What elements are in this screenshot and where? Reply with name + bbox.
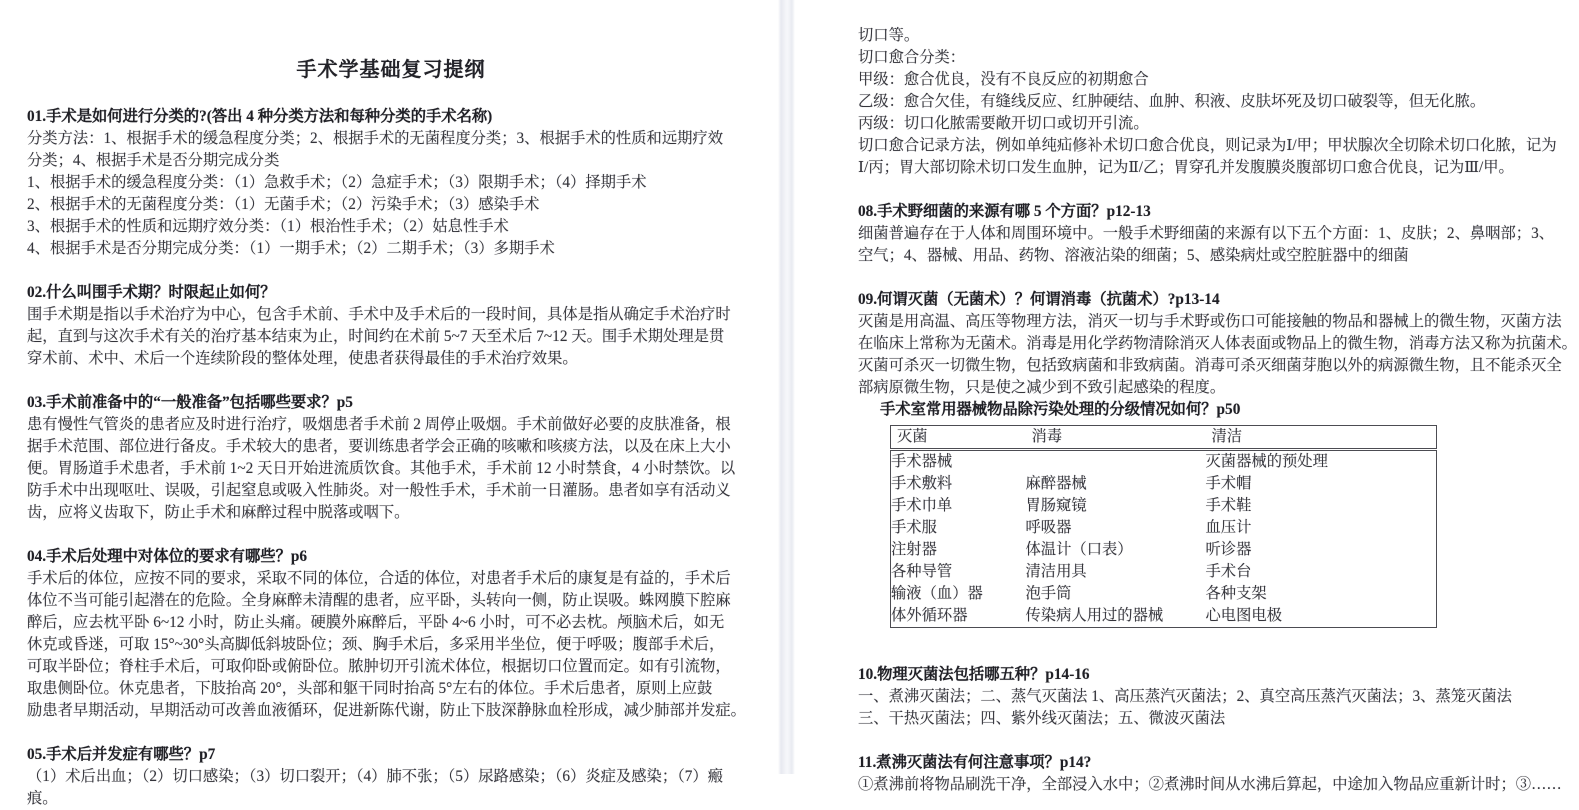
right-page-sections (858, 201, 1577, 399)
text-line: 在临床上常称为无菌术。消毒是用化学药物清除消灭人体表面或物品上的微生物，消毒方法又称为抗菌术。 (858, 335, 1577, 352)
text-line: 便。胃肠道手术患者，手术前 1~2 天日开始进流质饮食。其他手术，手术前 12 小时禁食，4 小时禁饮。以 (27, 460, 736, 477)
text-line: 切口愈合分类： (858, 49, 966, 66)
text-line: 4、根据手术是否分期完成分类：（1）一期手术；（2）二期手术；（3）多期手术 (27, 240, 555, 257)
section-body (27, 128, 755, 260)
section-heading: 08.手术野细菌的来源有哪 5 个方面？p12-13 (858, 203, 1151, 220)
text-line: 休克或昏迷，可取 15°~30°头高脚低斜坡卧位；颈、胸手术后，多采用半坐位，便于呼吸；腹部手术后， (27, 636, 725, 653)
qa-section (27, 106, 755, 260)
table-cell: 血压计 (1205, 519, 1252, 536)
table-cell: 手术鞋 (1205, 497, 1252, 514)
page-gutter (778, 0, 795, 774)
table-cell: 泡手筒 (1025, 585, 1072, 602)
page-left (0, 0, 778, 807)
table-cell: 传染病人用过的器械 (1025, 607, 1164, 624)
table-row (891, 450, 1437, 474)
table-row (891, 495, 1437, 517)
text-line: 3、根据手术的性质和远期疗效分类：（1）根治性手术；（2）姑息性手术 (27, 218, 509, 235)
text-line: 围手术期是指以手术治疗为中心，包含手术前、手术中及手术后的一段时间，具体是指从确定手术治疗时 (27, 306, 731, 323)
table-cell: 手术台 (1205, 563, 1252, 580)
qa-section (858, 752, 1569, 774)
section-heading: 01.手术是如何进行分类的?(答出 4 种分类方法和每种分类的手术名称) (27, 108, 493, 125)
table-title: 手术室常用器械物品除污染处理的分级情况如何？p50 (880, 401, 1241, 418)
section-body (27, 568, 755, 722)
table-cell (1026, 450, 1206, 474)
wound-healing-paragraph (858, 25, 1569, 179)
text-line: 丙级：切口化脓需要敞开切口或切开引流。 (858, 115, 1149, 132)
table-cell: 各种支架 (1205, 585, 1267, 602)
table-header-cell: 灭菌 (891, 426, 1026, 450)
table-cell: 手术服 (891, 519, 937, 536)
text-line: （1）术后出血；（2）切口感染；（3）切口裂开；（4）肺不张；（5）尿路感染；（6）炎症及感染；（7）瘢 (27, 768, 724, 785)
right-page-sections-after-table (858, 664, 1569, 774)
section-heading: 10.物理灭菌法包括哪五种？p14-16 (858, 666, 1090, 683)
table-cell: 手术巾单 (891, 497, 953, 514)
qa-section (858, 201, 1569, 267)
table-row (891, 473, 1437, 495)
left-page-sections (27, 106, 755, 788)
table-cell: 麻醉器械 (1025, 475, 1087, 492)
qa-section (27, 546, 755, 722)
page-right (795, 0, 1579, 793)
qa-section (858, 289, 1577, 399)
text-line: 励患者早期活动，早期活动可改善血液循环，促进新陈代谢，防止下肢深静脉血栓形成，减少肺部并发症。 (27, 702, 746, 719)
qa-section (858, 664, 1569, 730)
table-row (891, 583, 1437, 605)
qa-section (27, 744, 755, 788)
qa-section (27, 392, 755, 524)
table-cell: 灭菌器械的预处理 (1205, 453, 1328, 470)
section-heading: 04.手术后处理中对体位的要求有哪些？p6 (27, 548, 308, 565)
text-line: 灭菌是用高温、高压等物理方法，消灭一切与手术野或伤口可能接触的物品和器械上的微生物，灭菌方法 (858, 313, 1562, 330)
text-line: 空气；4、器械、用品、药物、溶液沾染的细菌；5、感染病灶或空腔脏器中的细菌 (858, 247, 1409, 264)
text-line: 切口愈合记录方法，例如单纯疝修补术切口愈合优良，则记录为Ⅰ/甲；甲状腺次全切除术切口化脓，记为 (858, 137, 1557, 154)
text-line: 可取半卧位；脊柱手术后，可取仰卧或俯卧位。脓肿切开引流术体位，根据切口位置而定。如有引流物， (27, 658, 731, 675)
text-line: 乙级：愈合欠佳，有缝线反应、红肿硬结、血肿、积液、皮肤坏死及切口破裂等，但无化脓。 (858, 93, 1486, 110)
clipped-text-line: ①煮沸前将物品刷洗干净，全部浸入水中；②煮沸时间从水沸后算起，中途加入物品应重新计时；③…… (858, 776, 1562, 793)
section-body (27, 414, 755, 524)
section-heading: 02.什么叫围手术期？时限起止如何？ (27, 284, 276, 301)
table-cell: 胃肠窥镜 (1025, 497, 1087, 514)
table-cell: 听诊器 (1205, 541, 1252, 558)
clipped-text-line: 痕。 (27, 790, 58, 807)
table-cell: 手术器械 (891, 453, 953, 470)
text-line: 2、根据手术的无菌程度分类：（1）无菌手术；（2）污染手术；（3）感染手术 (27, 196, 540, 213)
table-cell: 心电图电极 (1205, 607, 1282, 624)
document-title: 手术学基础复习提纲 (296, 59, 486, 81)
table-row (891, 517, 1437, 539)
text-line: 齿，应将义齿取下，防止手术和麻醉过程中脱落或咽下。 (27, 504, 410, 521)
table-cell: 清洁用具 (1025, 563, 1087, 580)
table-cell: 体外循环器 (891, 607, 968, 624)
text-line: 据手术范围、部位进行备皮。手术较大的患者，要训练患者学会正确的咳嗽和咳痰方法，以及在床上大小 (27, 438, 731, 455)
section-heading: 09.何谓灭菌（无菌术）？何谓消毒（抗菌术）?p13-14 (858, 291, 1220, 308)
section-body (858, 686, 1569, 730)
table-row (891, 539, 1437, 561)
table-cell: 输液（血）器 (891, 585, 983, 602)
text-line: 甲级：愈合优良，没有不良反应的初期愈合 (858, 71, 1149, 88)
section-body (27, 766, 755, 788)
text-line: 防手术中出现呕吐、误吸，引起窒息或吸入性肺炎。对一般性手术，手术前一日灌肠。患者如享有活动义 (27, 482, 731, 499)
table-row (891, 561, 1437, 583)
text-line: 三、干热灭菌法；四、紫外线灭菌法；五、微波灭菌法 (858, 710, 1226, 727)
section-heading: 03.手术前准备中的“一般准备”包括哪些要求？p5 (27, 394, 353, 411)
text-line: 一、煮沸灭菌法；二、蒸气灭菌法 1、高压蒸汽灭菌法；2、真空高压蒸汽灭菌法；3、蒸笼灭菌法 (858, 688, 1512, 705)
text-line: 部病原微生物，只是使之减少到不致引起感染的程度。 (858, 379, 1226, 396)
text-line: 患有慢性气管炎的患者应及时进行治疗，吸烟患者手术前 2 周停止吸烟。手术前做好必要的皮肤准备，根 (27, 416, 731, 433)
text-line: 细菌普遍存在于人体和周围环境中。一般手术野细菌的来源有以下五个方面：1、皮肤；2、鼻咽部；3、 (858, 225, 1555, 242)
table-header-cell: 清洁 (1206, 426, 1437, 450)
table-row (891, 605, 1437, 628)
section-heading: 05.手术后并发症有哪些？p7 (27, 746, 216, 763)
text-line: 分类；4、根据手术是否分期完成分类 (27, 152, 280, 169)
table-cell: 体温计（口表） (1025, 541, 1133, 558)
text-line: 手术后的体位，应按不同的要求，采取不同的体位，合适的体位，对患者手术后的康复是有益的，手术后 (27, 570, 731, 587)
text-line: 起，直到与这次手术有关的治疗基本结束为止，时间约在术前 5~7 天至术后 7~12 天。围手术期处理是贯 (27, 328, 725, 345)
section-heading: 11.煮沸灭菌法有何注意事项？p14? (858, 754, 1092, 771)
section-body (27, 304, 755, 370)
table-cell: 手术帽 (1205, 475, 1252, 492)
section-body (858, 311, 1577, 399)
table-cell: 呼吸器 (1025, 519, 1072, 536)
text-line: 1、根据手术的缓急程度分类：（1）急救手术；（2）急症手术；（3）限期手术；（4）择期手术 (27, 174, 647, 191)
text-line: 体位不当可能引起潜在的危险。全身麻醉未清醒的患者，应平卧，头转向一侧，防止误吸。蛛网膜下腔麻 (27, 592, 731, 609)
table-cell: 各种导管 (891, 563, 953, 580)
text-line: 切口等。 (858, 27, 920, 44)
text-line: 穿术前、术中、术后一个连续阶段的整体处理，使患者获得最佳的手术治疗效果。 (27, 350, 578, 367)
table-header-cell: 消毒 (1026, 426, 1206, 450)
table-cell: 手术敷料 (891, 475, 953, 492)
table-header-row (891, 426, 1437, 450)
text-line: 取患侧卧位。休克患者，下肢抬高 20°，头部和躯干同时抬高 5°左右的体位。手术后患者，原则上应鼓 (27, 680, 713, 697)
classification-table (890, 425, 1437, 628)
text-line: Ⅰ/丙；胃大部切除术切口发生血肿，记为Ⅱ/乙；胃穿孔并发腹膜炎腹部切口愈合优良，记为Ⅲ/甲。 (858, 159, 1514, 176)
text-line: 灭菌可杀灭一切微生物，包括致病菌和非致病菌。消毒可杀灭细菌芽胞以外的病源微生物，且不能杀灭全 (858, 357, 1562, 374)
text-line: 醉后，应去枕平卧 6~12 小时，防止头痛。硬膜外麻醉后，平卧 4~6 小时，可不必去枕。颅脑术后，如无 (27, 614, 725, 631)
section-body (858, 223, 1569, 267)
text-line: 分类方法：1、根据手术的缓急程度分类；2、根据手术的无菌程度分类；3、根据手术的性质和远期疗效 (27, 130, 724, 147)
table-cell: 注射器 (891, 541, 937, 558)
qa-section (27, 282, 755, 370)
